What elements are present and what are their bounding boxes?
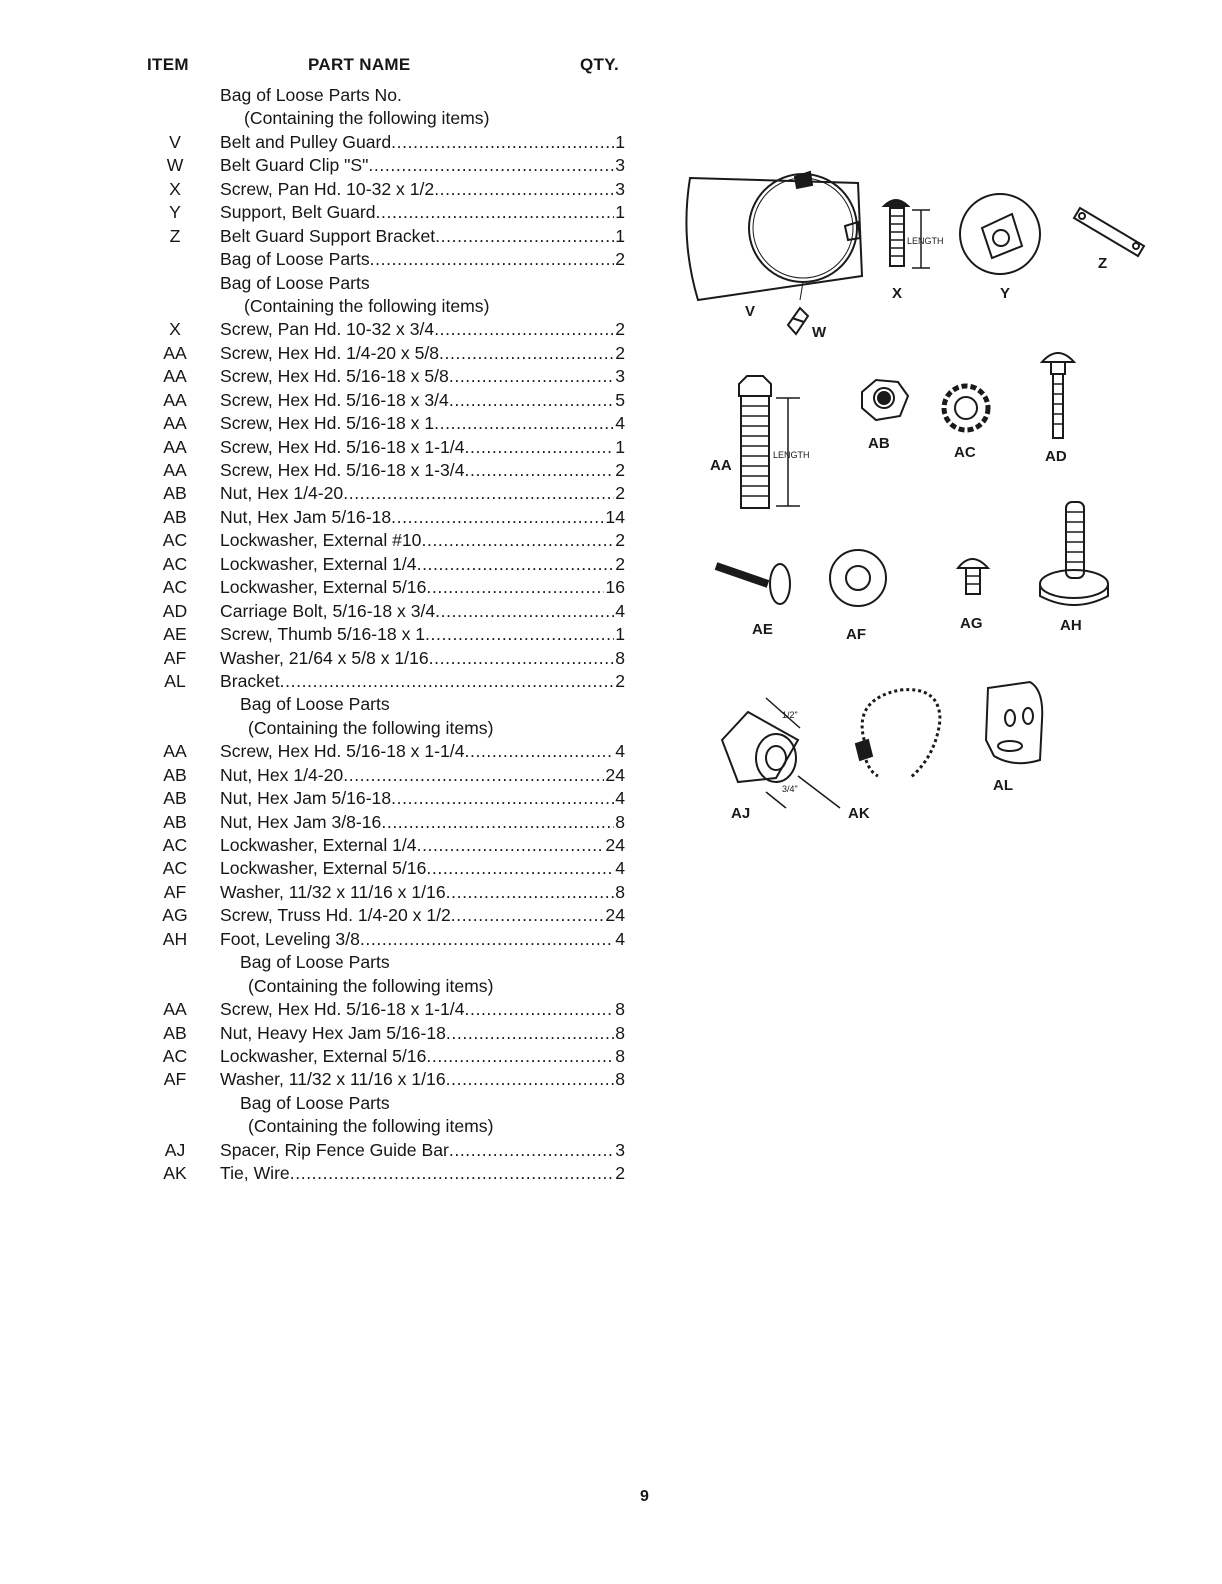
part-line <box>220 365 625 388</box>
part-line <box>220 154 625 177</box>
table-row <box>150 412 640 435</box>
part-line <box>220 904 625 927</box>
column-header-part-name: PART NAME <box>308 55 411 74</box>
part-line <box>220 857 625 880</box>
dot-leader <box>434 412 614 435</box>
item-code: AB <box>163 788 187 809</box>
column-header-qty: QTY. <box>580 55 619 74</box>
part-line <box>220 576 625 599</box>
item-code: W <box>166 155 184 176</box>
dot-leader <box>381 811 614 834</box>
dot-leader <box>280 670 615 693</box>
quantity: 1 <box>615 436 625 457</box>
part-name: Screw, Hex Hd. 5/16-18 x 3/4 <box>220 389 449 410</box>
table-row <box>150 998 640 1021</box>
item-code: AB <box>163 1022 187 1043</box>
quantity: 4 <box>615 600 625 621</box>
table-row <box>150 84 640 107</box>
quantity: 24 <box>605 764 625 785</box>
part-name: Screw, Hex Hd. 5/16-18 x 1 <box>220 413 435 434</box>
quantity: 8 <box>615 647 625 668</box>
table-row <box>150 1139 640 1162</box>
item-code: AH <box>162 928 188 949</box>
quantity: 4 <box>615 928 625 949</box>
item-code: AA <box>163 366 187 387</box>
part-name: Washer, 11/32 x 11/16 x 1/16 <box>220 881 446 902</box>
dimension-label-half-inch: 1/2" <box>782 710 798 720</box>
table-row <box>150 951 640 974</box>
item-code: AA <box>163 413 187 434</box>
dimension-label-three-quarter-inch: 3/4" <box>782 784 798 794</box>
table-row <box>150 436 640 459</box>
quantity: 4 <box>615 788 625 809</box>
table-row <box>150 834 640 857</box>
table-row <box>150 740 640 763</box>
part-name: Belt Guard Support Bracket <box>220 225 436 246</box>
carriage-bolt-drawing <box>1042 353 1074 438</box>
dot-leader <box>368 154 614 177</box>
table-row <box>150 623 640 646</box>
part-name: Screw, Thumb 5/16-18 x 1 <box>220 624 426 645</box>
dot-leader <box>439 342 614 365</box>
leveling-foot-drawing <box>1040 502 1108 605</box>
dot-leader <box>435 600 614 623</box>
item-code: AA <box>163 999 187 1020</box>
quantity: 3 <box>615 1139 625 1160</box>
group-note: (Containing the following items) <box>248 717 494 738</box>
part-name: Belt Guard Clip "S" <box>220 155 369 176</box>
dot-leader <box>421 529 614 552</box>
table-row <box>150 1045 640 1068</box>
belt-guard-clip-drawing <box>788 308 808 334</box>
hex-nut-drawing <box>862 380 908 420</box>
dot-leader <box>391 787 614 810</box>
item-code: X <box>169 178 181 199</box>
column-header-item: ITEM <box>147 55 189 74</box>
part-name: Screw, Hex Hd. 5/16-18 x 1-1/4 <box>220 741 465 762</box>
part-name: Screw, Hex Hd. 5/16-18 x 1-3/4 <box>220 460 465 480</box>
part-name: Nut, Hex 1/4-20 <box>220 764 344 785</box>
page-number: 9 <box>640 1488 649 1505</box>
part-name: Nut, Hex Jam 5/16-18 <box>220 506 392 527</box>
quantity: 1 <box>615 202 625 223</box>
item-code: AB <box>163 764 187 785</box>
quantity: 4 <box>615 741 625 762</box>
label-ad: AD <box>1045 448 1067 465</box>
support-belt-guard-drawing <box>960 194 1040 274</box>
part-name: Lockwasher, External 1/4 <box>220 553 417 574</box>
part-line <box>220 529 625 552</box>
quantity: 8 <box>615 811 625 832</box>
part-name: Nut, Heavy Hex Jam 5/16-18 <box>220 1022 446 1043</box>
table-row <box>150 717 640 740</box>
quantity: 3 <box>615 155 625 176</box>
truss-head-screw-drawing <box>958 559 988 594</box>
part-line <box>220 482 625 505</box>
part-name: Screw, Pan Hd. 10-32 x 3/4 <box>220 319 435 340</box>
part-name: Belt and Pulley Guard <box>220 131 392 152</box>
label-aj: AJ <box>731 805 751 822</box>
label-aa: AA <box>710 457 732 474</box>
label-ag: AG <box>960 615 983 632</box>
item-code: AJ <box>164 1139 186 1160</box>
table-row <box>150 178 640 201</box>
item-code: AC <box>162 1045 188 1066</box>
table-row <box>150 857 640 880</box>
table-row <box>150 670 640 693</box>
item-code: Z <box>169 225 181 246</box>
dot-leader <box>391 131 614 154</box>
part-line <box>220 201 625 224</box>
item-code: AF <box>163 881 187 902</box>
label-z: Z <box>1098 255 1108 272</box>
quantity: 2 <box>615 670 625 691</box>
dimension-label-length-aa: LENGTH <box>773 450 810 460</box>
dot-leader <box>417 834 605 857</box>
table-row <box>150 576 640 599</box>
group-heading: Bag of Loose Parts <box>240 952 390 973</box>
table-row <box>150 811 640 834</box>
lockwasher-drawing <box>944 386 988 430</box>
quantity: 2 <box>615 460 625 480</box>
dot-leader <box>449 389 614 412</box>
dot-leader <box>464 436 614 459</box>
table-row <box>150 1115 640 1138</box>
part-line <box>220 928 625 951</box>
table-row <box>150 764 640 787</box>
item-code: AC <box>162 835 188 855</box>
table-row <box>150 647 640 670</box>
table-row <box>150 342 640 365</box>
quantity: 8 <box>615 1022 625 1043</box>
parts-illustration <box>670 160 1170 840</box>
part-name: Lockwasher, External 1/4 <box>220 835 417 855</box>
belt-guard-drawing <box>686 172 862 300</box>
quantity: 1 <box>615 624 625 645</box>
table-row <box>150 389 640 412</box>
thumb-screw-drawing <box>716 564 790 604</box>
table-row <box>150 506 640 529</box>
label-ak: AK <box>848 805 870 822</box>
table-row <box>150 1068 640 1091</box>
table-row <box>150 904 640 927</box>
table-row <box>150 272 640 295</box>
quantity: 24 <box>605 905 625 926</box>
part-line <box>220 998 625 1021</box>
item-code: Y <box>169 202 181 223</box>
group-heading: Bag of Loose Parts <box>220 272 370 293</box>
quantity: 16 <box>605 577 625 598</box>
part-line <box>220 670 625 693</box>
part-line <box>220 225 625 248</box>
table-row <box>150 459 640 482</box>
part-line <box>220 553 625 576</box>
table-row <box>150 881 640 904</box>
dot-leader <box>464 998 614 1021</box>
part-line <box>220 436 625 459</box>
part-line <box>220 1045 625 1068</box>
part-line <box>220 764 625 787</box>
part-name: Support, Belt Guard <box>220 202 376 223</box>
dot-leader <box>446 881 615 904</box>
quantity: 1 <box>615 225 625 246</box>
dot-leader <box>434 178 614 201</box>
group-note: (Containing the following items) <box>244 108 490 129</box>
dot-leader <box>391 506 604 529</box>
item-code: AC <box>162 530 188 551</box>
wire-tie-drawing <box>856 690 940 778</box>
dot-leader <box>425 623 614 646</box>
part-name: Bag of Loose Parts <box>220 249 370 270</box>
hex-head-screw-drawing <box>739 376 800 508</box>
part-line <box>220 623 625 646</box>
label-al: AL <box>993 777 1013 794</box>
part-name: Spacer, Rip Fence Guide Bar <box>220 1139 449 1160</box>
item-code: V <box>169 131 181 152</box>
part-line <box>220 506 625 529</box>
table-row <box>150 365 640 388</box>
quantity: 2 <box>615 530 625 551</box>
table-row <box>150 600 640 623</box>
label-ae: AE <box>752 621 773 638</box>
table-row <box>150 1022 640 1045</box>
quantity: 2 <box>615 1163 625 1184</box>
part-line <box>220 881 625 904</box>
item-code: AC <box>162 577 188 598</box>
part-name: Tie, Wire <box>220 1163 290 1184</box>
part-line <box>220 811 625 834</box>
dot-leader <box>426 857 614 880</box>
dot-leader <box>446 1022 614 1045</box>
group-note: (Containing the following items) <box>248 975 494 996</box>
table-row <box>150 318 640 341</box>
group-heading: Bag of Loose Parts <box>240 1092 390 1113</box>
table-row <box>150 693 640 716</box>
dot-leader <box>343 482 614 505</box>
part-line <box>220 459 625 482</box>
washer-drawing <box>830 550 886 606</box>
item-code: AB <box>163 506 187 527</box>
quantity: 2 <box>615 319 625 340</box>
parts-list <box>150 84 640 1186</box>
quantity: 1 <box>615 131 625 152</box>
dot-leader <box>464 740 614 763</box>
label-y: Y <box>1000 285 1011 302</box>
table-row <box>150 295 640 318</box>
support-bracket-drawing <box>1074 208 1144 256</box>
item-code: AF <box>163 647 187 668</box>
label-ab: AB <box>868 435 890 452</box>
item-code: X <box>169 319 181 340</box>
item-code: AA <box>163 741 187 762</box>
dot-leader <box>435 225 614 248</box>
part-line <box>220 412 625 435</box>
table-row <box>150 787 640 810</box>
label-ah: AH <box>1060 617 1082 634</box>
item-code: AE <box>163 624 187 645</box>
table-row <box>150 225 640 248</box>
item-code: AG <box>162 905 188 926</box>
item-code: AA <box>163 389 187 410</box>
part-name: Lockwasher, External 5/16 <box>220 577 427 598</box>
part-name: Nut, Hex 1/4-20 <box>220 483 344 504</box>
part-name: Bracket <box>220 670 280 691</box>
dot-leader <box>434 318 614 341</box>
part-name: Carriage Bolt, 5/16-18 x 3/4 <box>220 600 436 621</box>
part-name: Screw, Truss Hd. 1/4-20 x 1/2 <box>220 905 451 926</box>
table-row <box>150 107 640 130</box>
quantity: 2 <box>615 249 625 270</box>
part-line <box>220 600 625 623</box>
quantity: 24 <box>605 835 625 855</box>
table-row <box>150 1092 640 1115</box>
dot-leader <box>464 459 614 482</box>
quantity: 4 <box>615 413 625 434</box>
label-w: W <box>812 324 827 341</box>
table-row <box>150 529 640 552</box>
dot-leader <box>417 553 615 576</box>
part-name: Screw, Hex Hd. 1/4-20 x 5/8 <box>220 342 440 363</box>
item-code: AC <box>162 858 188 879</box>
dot-leader <box>449 365 614 388</box>
part-name: Washer, 11/32 x 11/16 x 1/16 <box>220 1069 446 1090</box>
part-line <box>220 131 625 154</box>
dot-leader <box>449 1139 614 1162</box>
part-line <box>220 318 625 341</box>
part-name: Nut, Hex Jam 5/16-18 <box>220 788 392 809</box>
part-line <box>220 248 625 271</box>
part-name: Washer, 21/64 x 5/8 x 1/16 <box>220 647 429 668</box>
table-row <box>150 131 640 154</box>
part-line <box>220 740 625 763</box>
part-name: Nut, Hex Jam 3/8-16 <box>220 811 382 832</box>
quantity: 3 <box>615 366 625 387</box>
dot-leader <box>370 248 615 271</box>
part-name: Lockwasher, External #10 <box>220 530 422 551</box>
dot-leader <box>376 201 615 224</box>
part-line <box>220 1162 625 1185</box>
item-code: AA <box>163 460 187 480</box>
quantity: 2 <box>615 483 625 504</box>
group-heading: Bag of Loose Parts No. <box>220 85 402 105</box>
part-line <box>220 389 625 412</box>
quantity: 8 <box>615 1045 625 1066</box>
part-name: Screw, Hex Hd. 5/16-18 x 5/8 <box>220 366 449 387</box>
item-code: AA <box>163 436 187 457</box>
group-heading: Bag of Loose Parts <box>240 694 390 715</box>
table-row <box>150 482 640 505</box>
item-code: AD <box>162 600 188 621</box>
quantity: 2 <box>615 553 625 574</box>
part-name: Lockwasher, External 5/16 <box>220 1045 427 1066</box>
table-row <box>150 975 640 998</box>
table-row <box>150 154 640 177</box>
part-line <box>220 1139 625 1162</box>
dot-leader <box>451 904 605 927</box>
item-code: AK <box>163 1163 187 1184</box>
part-name: Screw, Hex Hd. 5/16-18 x 1-1/4 <box>220 436 465 457</box>
table-row <box>150 201 640 224</box>
quantity: 8 <box>615 881 625 902</box>
dot-leader <box>429 647 615 670</box>
label-ac: AC <box>954 444 976 461</box>
quantity: 3 <box>615 178 625 199</box>
pan-head-screw-drawing <box>884 200 930 268</box>
quantity: 5 <box>615 389 625 410</box>
item-code: AB <box>163 811 187 832</box>
item-code: AB <box>163 483 187 504</box>
part-name: Foot, Leveling 3/8 <box>220 928 360 949</box>
quantity: 8 <box>615 1069 625 1090</box>
item-code: AL <box>164 670 186 691</box>
label-x: X <box>892 285 903 302</box>
dot-leader <box>343 764 604 787</box>
quantity: 14 <box>605 506 625 527</box>
dimension-label-length-x: LENGTH <box>907 236 944 246</box>
part-line <box>220 1068 625 1091</box>
part-line <box>220 178 625 201</box>
table-row <box>150 248 640 271</box>
part-name: Screw, Hex Hd. 5/16-18 x 1-1/4 <box>220 999 465 1020</box>
table-row <box>150 1162 640 1185</box>
dot-leader <box>290 1162 614 1185</box>
part-line <box>220 787 625 810</box>
item-code: AF <box>163 1069 187 1090</box>
dot-leader <box>446 1068 615 1091</box>
quantity: 8 <box>615 999 625 1020</box>
dot-leader <box>360 928 614 951</box>
bracket-drawing <box>986 682 1042 763</box>
part-name: Lockwasher, External 5/16 <box>220 858 427 879</box>
part-line <box>220 647 625 670</box>
table-row <box>150 928 640 951</box>
item-code: AA <box>163 342 187 363</box>
part-line <box>220 834 625 857</box>
table-row <box>150 553 640 576</box>
group-note: (Containing the following items) <box>248 1116 494 1137</box>
spacer-drawing <box>722 698 840 808</box>
dot-leader <box>426 576 604 599</box>
part-line <box>220 342 625 365</box>
label-v: V <box>745 303 756 320</box>
part-line <box>220 1022 625 1045</box>
label-af: AF <box>846 626 866 643</box>
item-code: AC <box>162 553 188 574</box>
part-name: Screw, Pan Hd. 10-32 x 1/2 <box>220 178 435 199</box>
dot-leader <box>426 1045 614 1068</box>
quantity: 2 <box>615 342 625 363</box>
quantity: 4 <box>615 858 625 879</box>
group-note: (Containing the following items) <box>244 295 490 316</box>
